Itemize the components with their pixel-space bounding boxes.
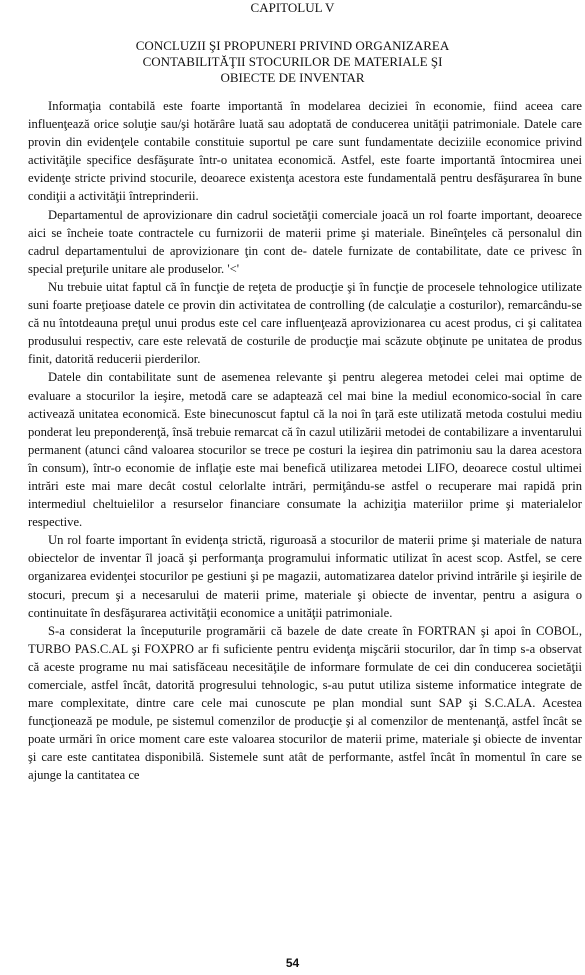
paragraph: Datele din contabilitate sunt de asemenea relevante şi pentru alegerea metodei celei mai optime de evaluare a stocurilor la ieşire, metodă care se adaptează cel mai bine la mediul economico-social în care activează unitatea economică. Este binecunoscut faptul că la noi în ţară este utilizată metoda costului mediu ponderat leu preponderenţă, însă trebuie remarcat că în cazul utilizării metodei de contabilizare a inventarului permanent (atunci când valoarea stocurilor se trece pe costuri la ieşirea din patrimoniu sau la darea acestora în consum), într-o economie de inflaţie este mai benefică utilizarea metodei LIFO, deoarece costul ultimei intrări este mai mare decât costul celorlalte intrări, permiţându-se astfel o recuperare mai rapidă prin intermediul cheltuielilor a resurselor financiare consumate la achiziţia materiilor prime şi materialelor respective. [28,370,582,530]
paragraph: Nu trebuie uitat faptul că în funcţie de reţeta de producţie şi în funcţie de procesele tehnologice utilizate suni foarte preţioase datele ce provin din activitatea de controlling (de calculaţie a costurilor), remarcându-se că nu întotdeauna preţul unui produs este cel care influenţează aprovizionarea cu acest produs, ci şi calitatea produsului respectiv, care este relevată de costurile de producţie mai scăzute obţinute pe unitatea de produs finit, datorită reducerii pierderilor. [28,279,582,367]
body-text [28,97,582,785]
paragraph: Departamentul de aprovizionare din cadrul societăţii comerciale joacă un rol foarte important, deoarece aici se încheie toate contractele cu furnizorii de materii prime şi materiale. Bineînţeles că personalul din cadrul departamentului de aprovizionare ţin cont de- datele furnizate de contabilitate, date ce privesc în special preţurile unitare ale produselor. '<' [28,207,582,276]
chapter-heading: CAPITOLUL V [250,0,335,15]
paragraph: S-a considerat la începuturile programării că bazele de date create în FORTRAN şi apoi în COBOL, TURBO PAS.C.AL şi FOXPRO ar fi suficiente pentru evidenţa mişcării stocurilor, dar în timp s-a observat că aceste programe nu mai satisfăceau necesităţile de informare formulate de cei din conducerea societăţii comerciale, astfel încât, datorită progresului tehnologic, s-au putut utiliza sisteme informatice integrate de mare complexitate, dintre care cele mai cunoscute pe plan mondial sunt SAP şi S.C.ALA. Acestea funcţionează pe module, pe sistemul comenzilor de producţie şi al comenzilor de mentenanţă, astfel încât se poate urmări în orice moment care este valoarea stocurilor de materii prime, materiale şi obiecte de inventar şi care este cantitatea disponibilă. Sistemele sunt atât de performante, astfel încât în momentul în care se ajunge la cantitatea ce [28,623,582,783]
chapter-title-line: OBIECTE DE INVENTAR [220,70,365,85]
chapter-title [60,38,525,86]
page-number: 54 [285,956,300,970]
chapter-title-line: CONCLUZII ŞI PROPUNERI PRIVIND ORGANIZAREA [135,38,450,53]
paragraph: Informaţia contabilă este foarte importantă în modelarea deciziei în economie, fiind aceea care influenţează orice soluţie sau/şi hotărâre luată sau adoptată de conducerea unităţii patrimoniale. Datele care provin din evidenţele contabile constituie suportul pe care sunt fundamentate deciziile economice privind activităţile specifice desfăşurate într-o unitatea economică. Astfel, este foarte importantă întocmirea unei evidenţe stricte privind stocurile, deoarece existenţa acestora este fundamentală pentru desfăşurarea în bune condiţii a activităţii întreprinderii. [28,99,582,204]
paragraph: Un rol foarte important în evidenţa strictă, riguroasă a stocurilor de materii prime şi materiale de natura obiectelor de inventar îl joacă şi performanţa programului informatic utilizat în acest scop. Astfel, se cere organizarea evidenţei stocurilor pe gestiuni şi pe magazii, automatizarea datelor privind intrările şi ieşirile de stocuri, precum şi a necesarului de materii prime, materiale şi obiecte de inventar, pentru a asigura o continuitate în desfăşurarea activităţii economice a unităţii patrimoniale. [28,533,582,620]
chapter-title-line: CONTABILITĂŢII STOCURILOR DE MATERIALE ŞI [142,54,443,69]
